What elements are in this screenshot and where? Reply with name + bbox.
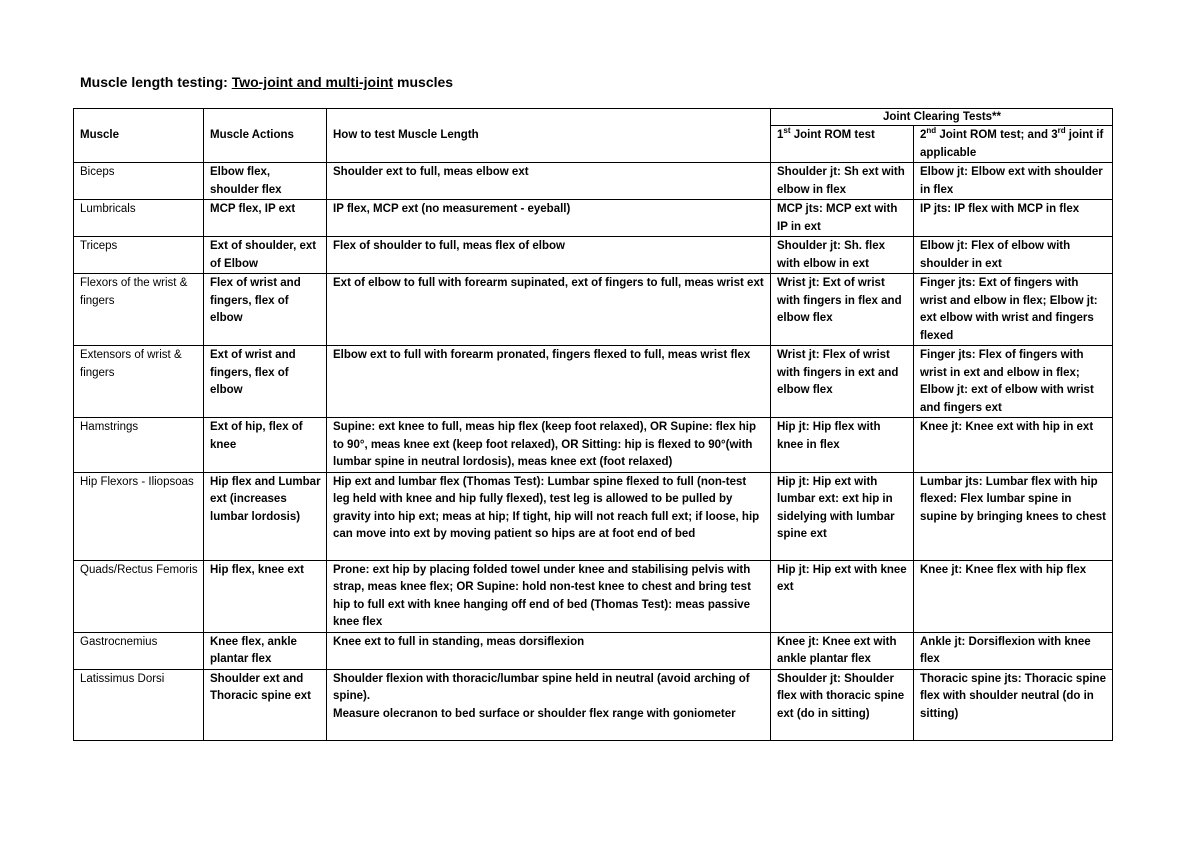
header-first-rom: 1st Joint ROM test bbox=[771, 126, 914, 163]
cell-second-rom: Finger jts: Ext of fingers with wrist and elbow in flex; Elbow jt: ext elbow with wrist and fingers flexed bbox=[914, 274, 1113, 346]
cell-second-rom: Elbow jt: Elbow ext with shoulder in flex bbox=[914, 163, 1113, 200]
cell-first-rom: MCP jts: MCP ext with IP in ext bbox=[771, 200, 914, 237]
cell-actions: Hip flex and Lumbar ext (increases lumbar lordosis) bbox=[204, 472, 327, 560]
cell-second-rom: Knee jt: Knee ext with hip in ext bbox=[914, 418, 1113, 473]
cell-actions: Ext of hip, flex of knee bbox=[204, 418, 327, 473]
table-row bbox=[74, 632, 1113, 669]
table-row bbox=[74, 274, 1113, 346]
cell-muscle: Hip Flexors - Iliopsoas bbox=[74, 472, 204, 560]
cell-test: Ext of elbow to full with forearm supinated, ext of fingers to full, meas wrist ext bbox=[327, 274, 771, 346]
header-muscle: Muscle bbox=[74, 109, 204, 163]
cell-muscle: Lumbricals bbox=[74, 200, 204, 237]
cell-second-rom: Finger jts: Flex of fingers with wrist in ext and elbow in flex; Elbow jt: ext of elbow with wrist and fingers ext bbox=[914, 346, 1113, 418]
cell-muscle: Hamstrings bbox=[74, 418, 204, 473]
table-row bbox=[74, 472, 1113, 560]
cell-first-rom: Knee jt: Knee ext with ankle plantar flex bbox=[771, 632, 914, 669]
cell-first-rom: Shoulder jt: Shoulder flex with thoracic spine ext (do in sitting) bbox=[771, 669, 914, 740]
cell-second-rom: IP jts: IP flex with MCP in flex bbox=[914, 200, 1113, 237]
cell-muscle: Flexors of the wrist & fingers bbox=[74, 274, 204, 346]
cell-first-rom: Wrist jt: Ext of wrist with fingers in flex and elbow flex bbox=[771, 274, 914, 346]
cell-actions: Ext of shoulder, ext of Elbow bbox=[204, 237, 327, 274]
cell-test: Flex of shoulder to full, meas flex of elbow bbox=[327, 237, 771, 274]
cell-first-rom: Wrist jt: Flex of wrist with fingers in ext and elbow flex bbox=[771, 346, 914, 418]
cell-test: Prone: ext hip by placing folded towel under knee and stabilising pelvis with strap, meas knee flex; OR Supine: hold non-test knee to chest and bring test hip to full ext with knee hanging off end of bed (Thomas Test): meas passive knee flex bbox=[327, 560, 771, 632]
cell-test: Hip ext and lumbar flex (Thomas Test): Lumbar spine flexed to full (non-test leg held with knee and hip fully flexed), test leg is allowed to be pulled by gravity into hip ext; meas at hip; If tight, hip will not reach full ext; if loose, hip can move into ext by moving patient so hips are at foot end of bed bbox=[327, 472, 771, 560]
cell-muscle: Extensors of wrist & fingers bbox=[74, 346, 204, 418]
table-row bbox=[74, 560, 1113, 632]
table-row bbox=[74, 418, 1113, 473]
cell-test: Elbow ext to full with forearm pronated, fingers flexed to full, meas wrist flex bbox=[327, 346, 771, 418]
cell-test: Knee ext to full in standing, meas dorsiflexion bbox=[327, 632, 771, 669]
cell-first-rom: Hip jt: Hip ext with lumbar ext: ext hip in sidelying with lumbar spine ext bbox=[771, 472, 914, 560]
cell-first-rom: Hip jt: Hip flex with knee in flex bbox=[771, 418, 914, 473]
cell-first-rom: Shoulder jt: Sh. flex with elbow in ext bbox=[771, 237, 914, 274]
cell-second-rom: Knee jt: Knee flex with hip flex bbox=[914, 560, 1113, 632]
table-row bbox=[74, 163, 1113, 200]
cell-test: Shoulder ext to full, meas elbow ext bbox=[327, 163, 771, 200]
table-row bbox=[74, 200, 1113, 237]
cell-actions: MCP flex, IP ext bbox=[204, 200, 327, 237]
cell-muscle: Gastrocnemius bbox=[74, 632, 204, 669]
cell-actions: Knee flex, ankle plantar flex bbox=[204, 632, 327, 669]
header-how-to-test: How to test Muscle Length bbox=[327, 109, 771, 163]
cell-test: IP flex, MCP ext (no measurement - eyeball) bbox=[327, 200, 771, 237]
table-row bbox=[74, 237, 1113, 274]
title-prefix: Muscle length testing: bbox=[80, 74, 232, 90]
cell-second-rom: Ankle jt: Dorsiflexion with knee flex bbox=[914, 632, 1113, 669]
cell-second-rom: Lumbar jts: Lumbar flex with hip flexed: Flex lumbar spine in supine by bringing knees to chest bbox=[914, 472, 1113, 560]
cell-muscle: Quads/Rectus Femoris bbox=[74, 560, 204, 632]
cell-actions: Ext of wrist and fingers, flex of elbow bbox=[204, 346, 327, 418]
title-underlined: Two-joint and multi-joint bbox=[231, 74, 394, 90]
cell-actions: Hip flex, knee ext bbox=[204, 560, 327, 632]
cell-muscle: Biceps bbox=[74, 163, 204, 200]
cell-actions: Elbow flex, shoulder flex bbox=[204, 163, 327, 200]
page-title bbox=[80, 74, 453, 90]
muscle-length-table bbox=[73, 108, 1113, 741]
cell-first-rom: Shoulder jt: Sh ext with elbow in flex bbox=[771, 163, 914, 200]
cell-second-rom: Thoracic spine jts: Thoracic spine flex with shoulder neutral (do in sitting) bbox=[914, 669, 1113, 740]
cell-test-line: Measure olecranon to bed surface or shoulder flex range with goniometer bbox=[333, 707, 736, 720]
header-second-rom: 2nd Joint ROM test; and 3rd joint if applicable bbox=[914, 126, 1113, 163]
cell-actions: Flex of wrist and fingers, flex of elbow bbox=[204, 274, 327, 346]
table-row bbox=[74, 669, 1113, 740]
title-suffix: muscles bbox=[393, 74, 454, 90]
cell-muscle: Latissimus Dorsi bbox=[74, 669, 204, 740]
header-actions: Muscle Actions bbox=[204, 109, 327, 163]
table-row bbox=[74, 346, 1113, 418]
cell-second-rom: Elbow jt: Flex of elbow with shoulder in ext bbox=[914, 237, 1113, 274]
cell-first-rom: Hip jt: Hip ext with knee ext bbox=[771, 560, 914, 632]
cell-actions: Shoulder ext and Thoracic spine ext bbox=[204, 669, 327, 740]
header-row-top bbox=[74, 109, 1113, 126]
cell-test-line: Shoulder flexion with thoracic/lumbar spine held in neutral (avoid arching of spine). bbox=[333, 672, 750, 702]
cell-test bbox=[327, 669, 771, 740]
cell-muscle: Triceps bbox=[74, 237, 204, 274]
header-joint-clearing: Joint Clearing Tests** bbox=[771, 109, 1113, 126]
cell-test: Supine: ext knee to full, meas hip flex (keep foot relaxed), OR Supine: flex hip to 90°, meas knee ext (keep foot relaxed), OR Sitting: hip is flexed to 90°(with lumbar spine in neutral lordosis), meas knee ext (foot relaxed) bbox=[327, 418, 771, 473]
